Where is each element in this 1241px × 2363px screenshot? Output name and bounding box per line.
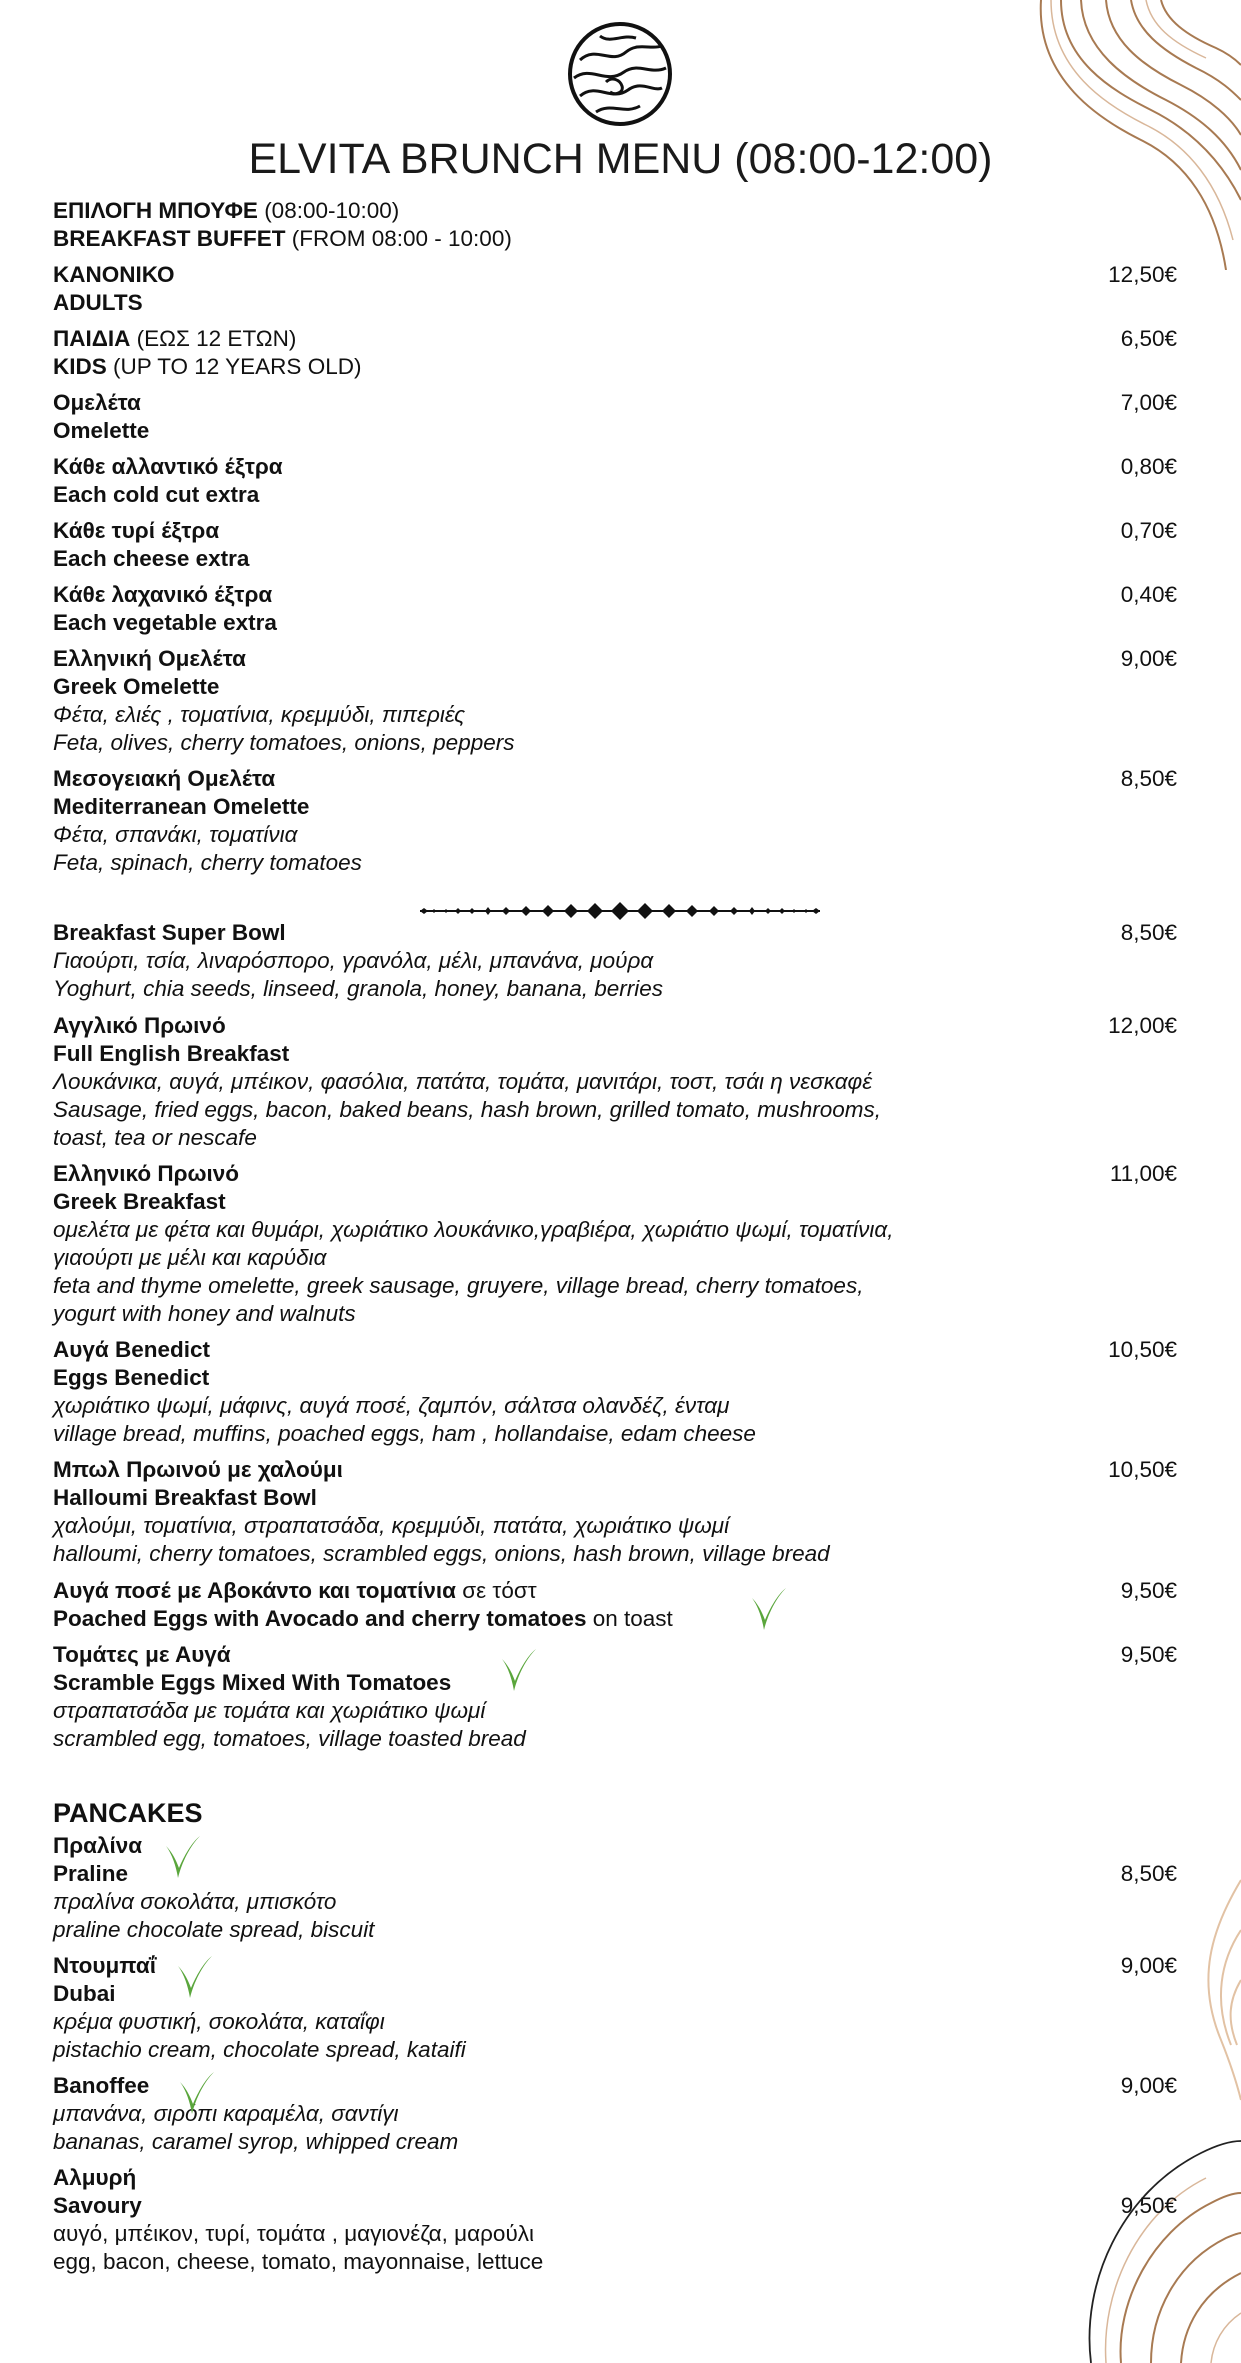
menu-item-savoury-en: Savoury	[53, 2193, 142, 2218]
menu-item-english-breakfast-gr: Αγγλικό Πρωινό	[53, 1013, 226, 1038]
price-cheese: 0,70€	[1120, 518, 1177, 543]
price-greek-breakfast: 11,00€	[1109, 1161, 1177, 1186]
benedict-desc-gr: χωριάτικο ψωμί, μάφινς, αυγά ποσέ, ζαμπόν, σάλτσα ολανδέζ, ένταμ	[53, 1393, 730, 1418]
price-coldcut: 0,80€	[1120, 454, 1177, 479]
menu-item-kids-gr: ΠΑΙΔΙΑ (ΕΩΣ 12 ΕΤΩΝ)	[53, 326, 297, 351]
greek-breakfast-desc-2: γιαούρτι με μέλι και καρύδια	[53, 1245, 327, 1270]
menu-item-praline-gr: Πραλίνα	[53, 1833, 143, 1858]
price-med-omelette: 8,50€	[1120, 766, 1177, 791]
med-omelette-desc-gr: Φέτα, σπανάκι, τοματίνια	[53, 822, 298, 847]
price-super-bowl: 8,50€	[1120, 920, 1177, 945]
english-breakfast-desc-3: toast, tea or nescafe	[53, 1125, 257, 1150]
menu-item-vegetable-en: Each vegetable extra	[53, 610, 277, 635]
buffet-heading-greek: ΕΠΙΛΟΓΗ ΜΠΟΥΦΕ (08:00-10:00)	[53, 198, 400, 223]
vegetarian-leaf-icon	[162, 1832, 202, 1882]
price-praline: 8,50€	[1120, 1861, 1177, 1886]
savoury-desc-en: egg, bacon, cheese, tomato, mayonnaise, lettuce	[53, 2249, 544, 2274]
menu-item-savoury-gr: Αλμυρή	[53, 2165, 137, 2190]
price-omelette: 7,00€	[1120, 390, 1177, 415]
menu-item-greek-breakfast-gr: Ελληνικό Πρωινό	[53, 1161, 240, 1186]
menu-item-poached-gr: Αυγά ποσέ με Αβοκάντο και τοματίνια σε τόστ	[53, 1578, 537, 1603]
greek-omelette-desc-en: Feta, olives, cherry tomatoes, onions, peppers	[53, 730, 515, 755]
menu-item-halloumi-gr: Μπωλ Πρωινού με χαλούμι	[53, 1457, 343, 1482]
menu-item-halloumi-en: Halloumi Breakfast Bowl	[53, 1485, 317, 1510]
scramble-desc-en: scrambled egg, tomatoes, village toasted bread	[53, 1726, 526, 1751]
english-breakfast-desc-1: Λουκάνικα, αυγά, μπέικον, φασόλια, πατάτα, τομάτα, μανιτάρι, τοστ, τσάι η νεσκαφέ	[53, 1069, 873, 1094]
praline-desc-en: praline chocolate spread, biscuit	[53, 1917, 375, 1942]
menu-item-kids-en: KIDS (UP TO 12 YEARS OLD)	[53, 354, 362, 379]
menu-item-super-bowl: Breakfast Super Bowl	[53, 920, 286, 945]
greek-omelette-desc-gr: Φέτα, ελιές , τοματίνια, κρεμμύδι, πιπεριές	[53, 702, 466, 727]
menu-item-dubai-en: Dubai	[53, 1981, 116, 2006]
price-vegetable: 0,40€	[1120, 582, 1177, 607]
menu-item-med-omelette-gr: Μεσογειακή Ομελέτα	[53, 766, 276, 791]
menu-title: ELVITA BRUNCH MENU (08:00-12:00)	[248, 135, 993, 183]
menu-item-poached-en: Poached Eggs with Avocado and cherry tomatoes on toast	[53, 1606, 673, 1631]
scramble-desc-gr: στραπατσάδα με τομάτα και χωριάτικο ψωμί	[53, 1698, 486, 1723]
praline-desc-gr: πραλίνα σοκολάτα, μπισκότο	[53, 1889, 337, 1914]
banoffee-desc-en: bananas, caramel syrop, whipped cream	[53, 2129, 459, 2154]
price-adults: 12,50€	[1108, 262, 1177, 287]
price-banoffee: 9,00€	[1120, 2073, 1177, 2098]
benedict-desc-en: village bread, muffins, poached eggs, ham , hollandaise, edam cheese	[53, 1421, 756, 1446]
menu-item-banoffee: Banoffee	[53, 2073, 150, 2098]
menu-item-adults-en: ADULTS	[53, 290, 143, 315]
menu-item-praline-en: Praline	[53, 1861, 129, 1886]
price-savoury: 9,50€	[1120, 2193, 1177, 2218]
menu-item-dubai-gr: Ντουμπαΐ	[53, 1953, 156, 1978]
greek-breakfast-desc-1: ομελέτα με φέτα και θυμάρι, χωριάτικο λουκάνικο,γραβιέρα, χωριάτιο ψωμί, τοματίνια,	[53, 1217, 894, 1242]
menu-item-med-omelette-en: Mediterranean Omelette	[53, 794, 310, 819]
price-scramble: 9,50€	[1120, 1642, 1177, 1667]
brand-logo	[566, 20, 674, 128]
ornamental-divider	[420, 900, 820, 922]
banoffee-desc-gr: μπανάνα, σιρόπι καραμέλα, σαντίγι	[53, 2101, 399, 2126]
menu-item-vegetable-gr: Κάθε λαχανικό έξτρα	[53, 582, 273, 607]
vegetarian-leaf-icon	[176, 2068, 216, 2118]
dubai-desc-gr: κρέμα φυστική, σοκολάτα, καταΐφι	[53, 2009, 385, 2034]
super-bowl-desc-gr: Γιαούρτι, τσία, λιναρόσπορο, γρανόλα, μέλι, μπανάνα, μούρα	[53, 948, 654, 973]
menu-item-english-breakfast-en: Full English Breakfast	[53, 1041, 290, 1066]
menu-item-cheese-gr: Κάθε τυρί έξτρα	[53, 518, 220, 543]
decorative-leaf-lines-top-right	[1021, 0, 1241, 270]
greek-breakfast-desc-3: feta and thyme omelette, greek sausage, gruyere, village bread, cherry tomatoes,	[53, 1273, 864, 1298]
price-kids: 6,50€	[1120, 326, 1177, 351]
menu-item-omelette-gr: Ομελέτα	[53, 390, 141, 415]
menu-item-scramble-gr: Τομάτες με Αυγά	[53, 1642, 231, 1667]
english-breakfast-desc-2: Sausage, fried eggs, bacon, baked beans, hash brown, grilled tomato, mushrooms,	[53, 1097, 881, 1122]
halloumi-desc-gr: χαλούμι, τοματίνια, στραπατσάδα, κρεμμύδι, πατάτα, χωριάτικο ψωμί	[53, 1513, 730, 1538]
menu-item-scramble-en: Scramble Eggs Mixed With Tomatoes	[53, 1670, 452, 1695]
menu-item-greek-omelette-gr: Ελληνική Ομελέτα	[53, 646, 246, 671]
section-title-pancakes: PANCAKES	[53, 1798, 203, 1828]
menu-item-adults-gr: ΚΑΝΟΝΙΚΟ	[53, 262, 175, 287]
menu-item-benedict-en: Eggs Benedict	[53, 1365, 210, 1390]
menu-item-coldcut-en: Each cold cut extra	[53, 482, 260, 507]
menu-item-benedict-gr: Αυγά Benedict	[53, 1337, 210, 1362]
menu-item-coldcut-gr: Κάθε αλλαντικό έξτρα	[53, 454, 283, 479]
dubai-desc-en: pistachio cream, chocolate spread, kataifi	[53, 2037, 466, 2062]
price-benedict: 10,50€	[1108, 1337, 1177, 1362]
med-omelette-desc-en: Feta, spinach, cherry tomatoes	[53, 850, 362, 875]
menu-item-greek-omelette-en: Greek Omelette	[53, 674, 220, 699]
vegetarian-leaf-icon	[498, 1645, 538, 1695]
menu-item-omelette-en: Omelette	[53, 418, 150, 443]
price-greek-omelette: 9,00€	[1120, 646, 1177, 671]
price-poached: 9,50€	[1120, 1578, 1177, 1603]
menu-item-cheese-en: Each cheese extra	[53, 546, 250, 571]
super-bowl-desc-en: Yoghurt, chia seeds, linseed, granola, honey, banana, berries	[53, 976, 663, 1001]
price-dubai: 9,00€	[1120, 1953, 1177, 1978]
decorative-leaf-lines-bottom-right	[1051, 2113, 1241, 2363]
greek-breakfast-desc-4: yogurt with honey and walnuts	[53, 1301, 356, 1326]
price-english-breakfast: 12,00€	[1108, 1013, 1177, 1038]
vegetarian-leaf-icon	[174, 1952, 214, 2002]
halloumi-desc-en: halloumi, cherry tomatoes, scrambled eggs, onions, hash brown, village bread	[53, 1541, 830, 1566]
menu-item-greek-breakfast-en: Greek Breakfast	[53, 1189, 226, 1214]
price-halloumi: 10,50€	[1108, 1457, 1177, 1482]
buffet-heading-english: BREAKFAST BUFFET (FROM 08:00 - 10:00)	[53, 226, 512, 251]
savoury-desc-gr: αυγό, μπέικον, τυρί, τομάτα , μαγιονέζα, μαρούλι	[53, 2221, 534, 2246]
vegetarian-leaf-icon	[748, 1584, 788, 1634]
